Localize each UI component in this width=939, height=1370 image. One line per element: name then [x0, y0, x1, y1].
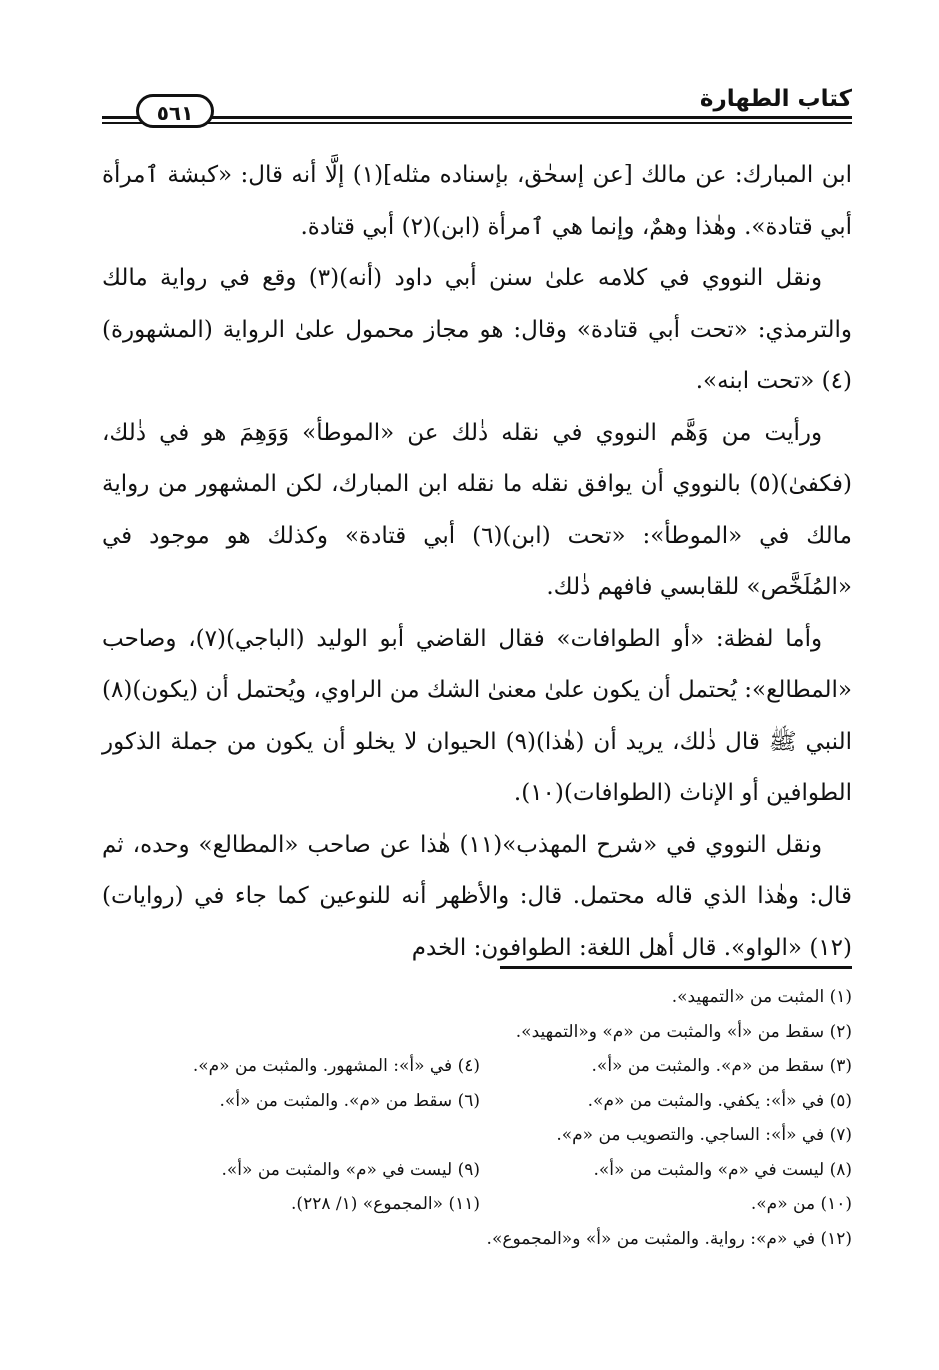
header-rule-thin: [102, 122, 852, 124]
chapter-title: كتاب الطهارة: [699, 86, 852, 112]
paragraph: ونقل النووي في «شرح المهذب»(١١) هٰذا عن صاحب «المطالع» وحده، ثم قال: وهٰذا الذي قاله محتمل. قال: والأظهر أنه للنوعين كما جاء في (روايات)(١٢) «الواو». قال أهل اللغة: الطوافون: الخدم: [102, 831, 852, 961]
footnote-row: [102, 1049, 852, 1084]
footnote: (٨) ليست في «م» والمثبت من «أ».: [593, 1159, 852, 1180]
footnote: (١٢) في «م»: رواية. والمثبت من «أ» و«المجموع».: [486, 1228, 852, 1249]
footnote-row: [102, 1187, 852, 1222]
footnote: (١١) «المجموع» (١/ ٢٢٨).: [291, 1194, 480, 1214]
footnote-row: [102, 980, 852, 1015]
footnote: (٦) سقط من «م». والمثبت من «أ».: [219, 1090, 480, 1111]
paragraph: وأما لفظة: «أو الطوافات» فقال القاضي أبو الوليد (الباجي)(٧)، وصاحب «المطالع»: يُحتمل أن يكون علىٰ معنىٰ الشك من الراوي، ويُحتمل أن (يكون)(٨) النبي ﷺ قال ذٰلك، يريد أن (هٰذا)(٩) الحيوان لا يخلو أن يكون من جملة الذكور الطوافين أو الإناث (الطوافات)(١٠).: [102, 625, 853, 806]
footnote: (١) المثبت من «التمهيد».: [671, 987, 852, 1007]
paragraph: ونقل النووي في كلامه علىٰ سنن أبي داود (أنه)(٣) وقع في رواية مالك والترمذي: «تحت أبي قتادة» وقال: هو مجاز محمول علىٰ الرواية (المشهورة)(٤) «تحت ابنه».: [102, 265, 852, 394]
footnote: (٢) سقط من «أ» والمثبت من «م» و«التمهيد».: [515, 1021, 852, 1042]
footnote: (٣) سقط من «م». والمثبت من «أ».: [591, 1056, 852, 1076]
page-number: ٥٦١: [136, 94, 214, 128]
footnote: (٧) في «أ»: الساجي. والتصويب من «م».: [556, 1125, 852, 1145]
paragraph: ابن المبارك: عن مالك [عن إسحٰق، بإسناده مثله](١) إلَّا أنه قال: «كبشة ٱمرأة أبي قتادة». وهٰذا وهمٌ، وإنما هي ٱمرأة (ابن)(٢) أبي قتادة.: [102, 162, 852, 240]
paragraph: ورأيت من وَهَّم النووي في نقله ذٰلك عن «الموطأ» وَوَهِمَ هو في ذٰلك، (فكفىٰ)(٥) بالنووي أن يوافق نقله ما نقله ابن المبارك، لكن المشهور من رواية مالك في «الموطأ»: «تحت (ابن)(٦) أبي قتادة» وكذلك هو موجود في «المُلَخَّص» للقابسي فافهم ذٰلك.: [102, 419, 852, 600]
footnote-row: [102, 1084, 852, 1119]
main-text: [102, 150, 852, 974]
footnote: (٤) في «أ»: المشهور. والمثبت من «م».: [192, 1056, 480, 1076]
footnote: (٥) في «أ»: يكفي. والمثبت من «م».: [587, 1090, 852, 1111]
running-header: [102, 84, 852, 130]
footnote-row: [102, 1015, 852, 1050]
header-rule: [102, 116, 852, 119]
footnote-separator: [500, 966, 852, 969]
footnote-row: [102, 1222, 852, 1257]
footnote-row: [102, 1153, 852, 1188]
footnote: (٩) ليست في «م» والمثبت من «أ».: [221, 1159, 480, 1180]
footnote-row: [102, 1118, 852, 1153]
footnote: (١٠) من «م».: [750, 1194, 852, 1214]
footnotes: [102, 980, 852, 1256]
